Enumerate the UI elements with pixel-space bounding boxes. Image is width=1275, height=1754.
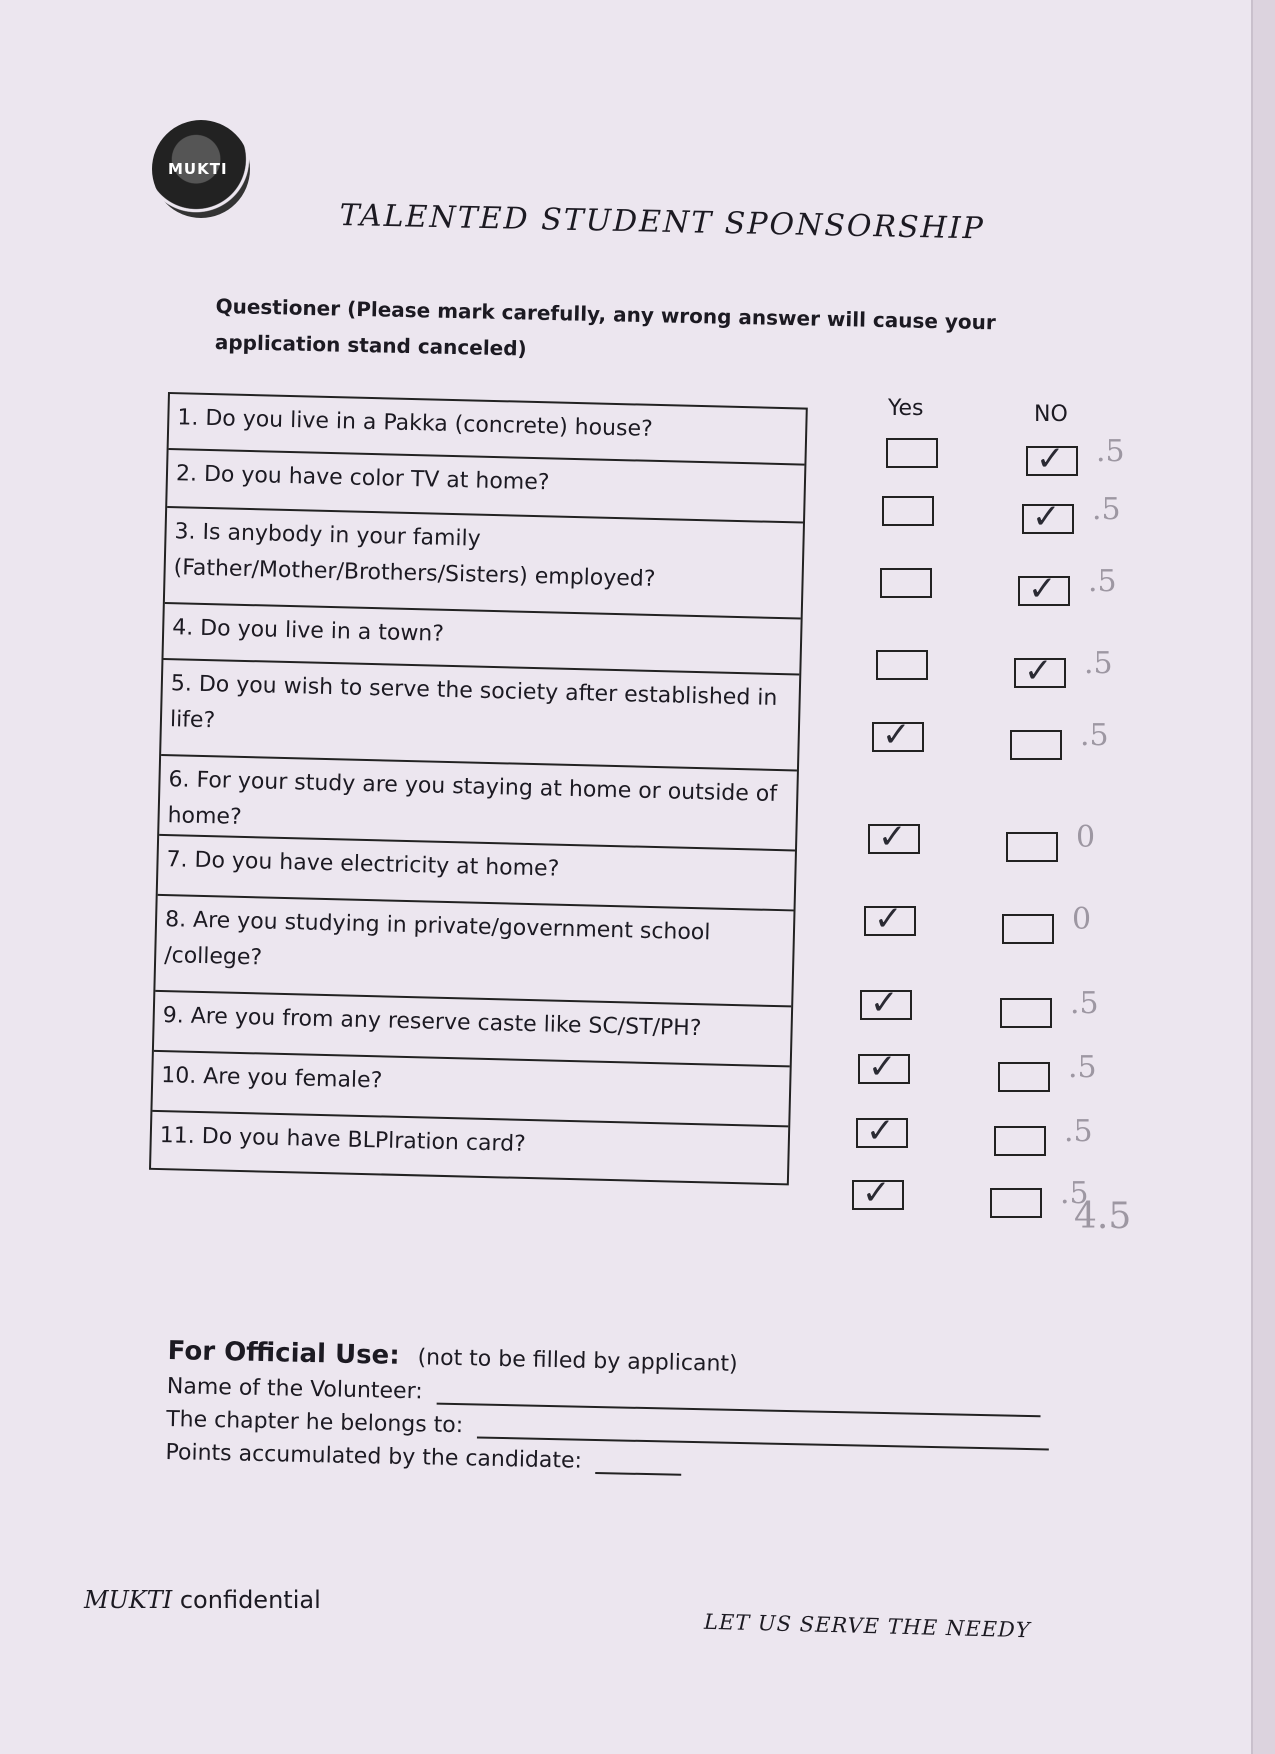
question-score: .5 — [1070, 986, 1099, 1021]
checkbox-yes[interactable] — [858, 1047, 910, 1087]
checkmark-icon: ✓ — [874, 899, 903, 939]
instructions — [214, 288, 1115, 379]
question-row: 1. Do you live in a Pakka (concrete) house? — [169, 394, 806, 466]
checkbox-yes[interactable] — [876, 650, 928, 680]
official-note: (not to be filled by applicant) — [417, 1345, 738, 1377]
question-score: 0 — [1072, 902, 1092, 937]
footer-motto: LET US SERVE THE NEEDY — [703, 1609, 1031, 1643]
official-use-section — [165, 1336, 1068, 1484]
question-row: 11. Do you have BLPlration card? — [159, 1123, 527, 1157]
no-column-header: NO — [1034, 402, 1068, 427]
volunteer-field[interactable] — [436, 1381, 1040, 1418]
question-row: 2. Do you have color TV at home? — [167, 450, 804, 524]
checkmark-icon: ✓ — [866, 1111, 895, 1151]
checkbox-yes[interactable] — [886, 438, 938, 468]
checkmark-icon: ✓ — [862, 1173, 891, 1213]
paper-edge — [1251, 0, 1275, 1754]
checkmark-icon: ✓ — [1036, 439, 1065, 479]
official-heading-text: For Official Use: — [167, 1336, 400, 1371]
question-row: 7. Do you have electricity at home? — [158, 836, 795, 912]
checkbox-yes[interactable] — [872, 715, 924, 755]
question-row: 5. Do you wish to serve the society after established in life? — [161, 660, 799, 772]
footer-confidential: confidential — [179, 1586, 321, 1614]
checkmark-icon: ✓ — [878, 817, 907, 857]
checkbox-yes[interactable] — [880, 568, 932, 598]
question-score: .5 — [1060, 1176, 1089, 1211]
checkbox-yes[interactable] — [856, 1111, 908, 1151]
checkbox-yes[interactable] — [864, 899, 916, 939]
question-score: .5 — [1096, 434, 1125, 469]
checkbox-no[interactable] — [1026, 439, 1078, 479]
confidential-footer — [84, 1586, 321, 1614]
instructions-text: (Please mark carefully, any wrong answer will cause your application stand canceled) — [214, 296, 997, 361]
question-row: 10. Are you female? — [152, 1052, 789, 1128]
form-title: TALENTED STUDENT SPONSORSHIP — [339, 198, 986, 247]
question-score: .5 — [1088, 564, 1117, 599]
question-score: .5 — [1080, 718, 1109, 753]
checkbox-yes[interactable] — [868, 817, 920, 857]
checkbox-no[interactable] — [998, 1062, 1050, 1092]
checkbox-no[interactable] — [1010, 730, 1062, 760]
checkbox-no[interactable] — [990, 1188, 1042, 1218]
question-score: .5 — [1064, 1114, 1093, 1149]
checkmark-icon: ✓ — [868, 1047, 897, 1087]
footer-brand: MUKTI — [84, 1586, 173, 1614]
points-label: Points accumulated by the candidate: — [165, 1439, 583, 1474]
checkbox-no[interactable] — [1002, 914, 1054, 944]
checkbox-no[interactable] — [1022, 497, 1074, 537]
yes-column-header: Yes — [888, 396, 924, 421]
question-row: 9. Are you from any reserve caste like SC/ST/PH? — [154, 992, 791, 1068]
question-row: 3. Is anybody in your family (Father/Mother/Brothers/Sisters) employed? — [165, 508, 803, 620]
instructions-label: Questioner — [215, 293, 341, 321]
checkmark-icon: ✓ — [870, 983, 899, 1023]
checkbox-no[interactable] — [994, 1126, 1046, 1156]
question-score: .5 — [1092, 492, 1121, 527]
points-field[interactable] — [596, 1450, 682, 1476]
checkbox-no[interactable] — [1000, 998, 1052, 1028]
checkmark-icon: ✓ — [1028, 569, 1057, 609]
checkbox-no[interactable] — [1018, 569, 1070, 609]
chapter-label: The chapter he belongs to: — [165, 1406, 464, 1439]
volunteer-label: Name of the Volunteer: — [166, 1373, 423, 1405]
checkmark-icon: ✓ — [882, 715, 911, 755]
question-row: 6. For your study are you staying at home or outside of home? — [159, 756, 797, 852]
question-score: .5 — [1084, 646, 1113, 681]
checkmark-icon: ✓ — [1024, 651, 1053, 691]
mukti-logo — [152, 120, 250, 218]
checkbox-no[interactable] — [1006, 832, 1058, 862]
question-score: .5 — [1068, 1050, 1097, 1085]
chapter-field[interactable] — [477, 1414, 1049, 1450]
checkbox-no[interactable] — [1014, 651, 1066, 691]
checkbox-yes[interactable] — [882, 496, 934, 526]
checkbox-yes[interactable] — [852, 1173, 904, 1213]
logo-text: MUKTI — [168, 160, 228, 178]
question-row: 4. Do you live in a town? — [163, 604, 800, 676]
questions-table — [149, 392, 808, 1185]
checkbox-yes[interactable] — [860, 983, 912, 1023]
total-score: 4.5 — [1074, 1196, 1132, 1237]
question-score: 0 — [1076, 820, 1096, 855]
checkmark-icon: ✓ — [1032, 497, 1061, 537]
question-row: 8. Are you studying in private/government school /college? — [155, 896, 793, 1008]
